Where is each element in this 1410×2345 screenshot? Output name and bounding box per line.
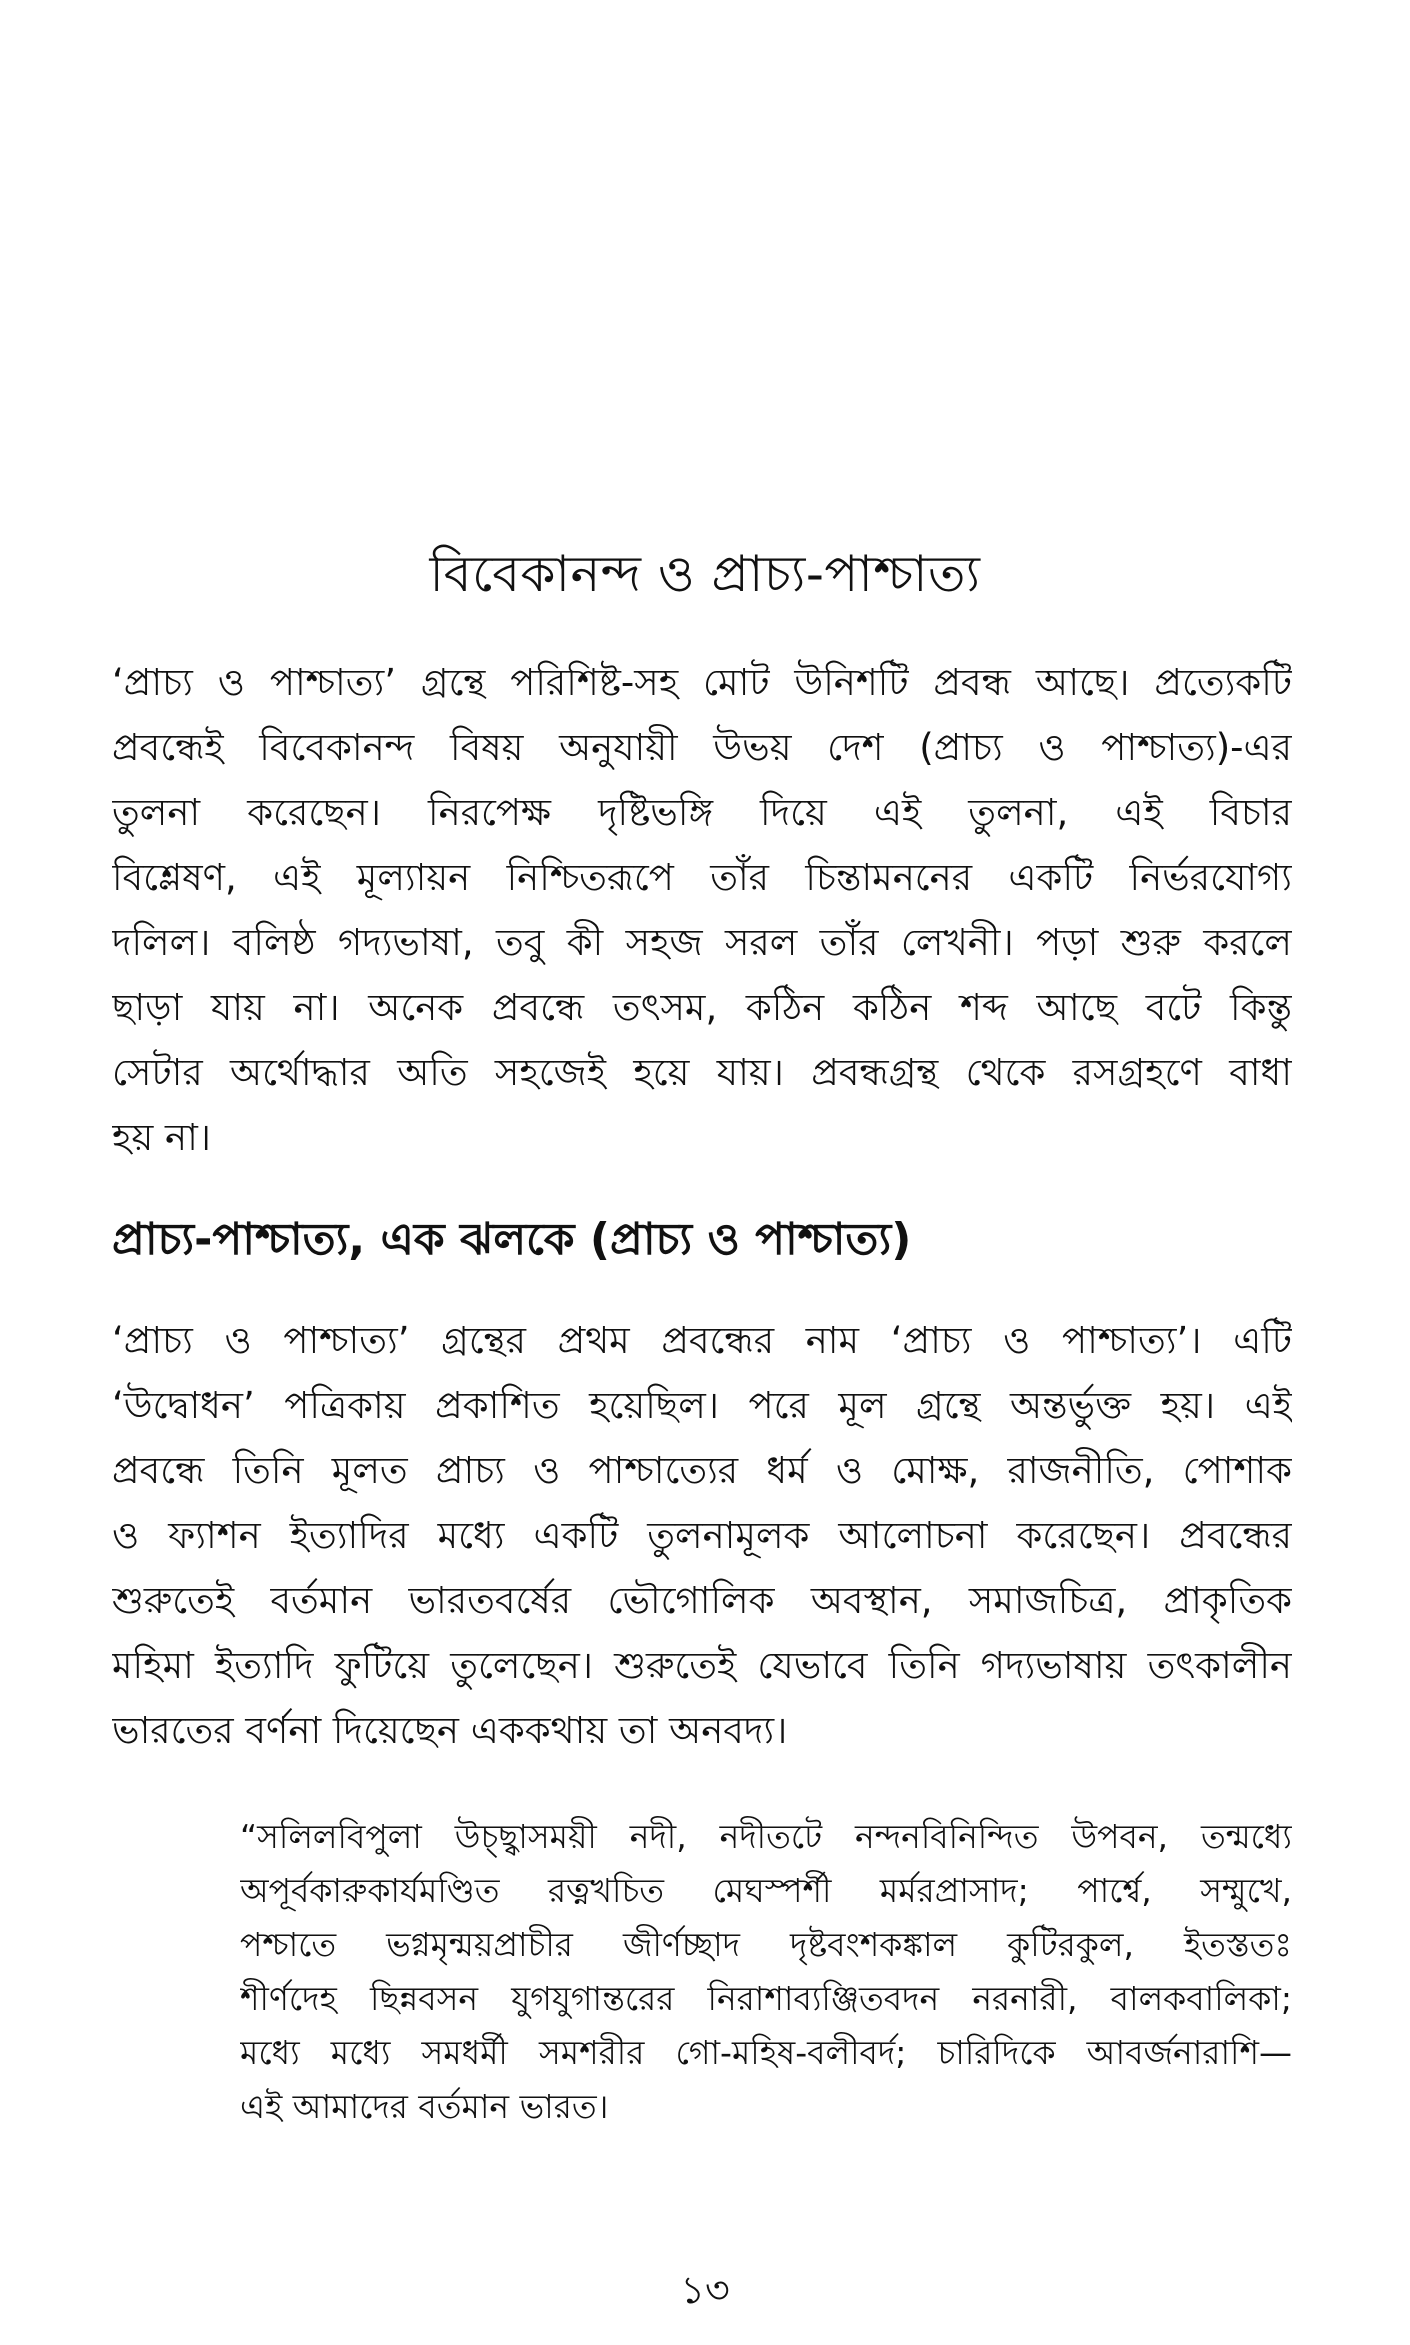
paragraph-line: হয় না। xyxy=(112,1116,212,1159)
paragraph-line: ‘উদ্বোধন’ পত্রিকায় প্রকাশিত হয়েছিল। পরে মূল গ্রন্থে অন্তর্ভুক্ত হয়। এই xyxy=(112,1384,1292,1427)
chapter-title: বিবেকানন্দ ও প্রাচ্য-পাশ্চাত্য xyxy=(429,544,981,603)
paragraph-line: ছাড়া যায় না। অনেক প্রবন্ধে তৎসম, কঠিন কঠিন শব্দ আছে বটে কিন্তু xyxy=(112,986,1292,1029)
paragraph-line: বিশ্লেষণ, এই মূল্যায়ন নিশ্চিতরূপে তাঁর চিন্তামননের একটি নির্ভরযোগ্য xyxy=(112,856,1292,899)
quote-line: পশ্চাতে ভগ্নমৃন্ময়প্রাচীর জীর্ণচ্ছাদ দৃষ্টবংশকঙ্কাল কুটিরকুল, ইতস্ততঃ xyxy=(240,1925,1292,1964)
quote-line: অপূর্বকারুকার্যমণ্ডিত রত্নখচিত মেঘস্পর্শী মর্মরপ্রাসাদ; পার্শ্বে, সম্মুখে, xyxy=(240,1871,1292,1910)
quote-line: মধ্যে মধ্যে সমধর্মী সমশরীর গো-মহিষ-বলীবর্দ; চারিদিকে আবর্জনারাশি— xyxy=(240,2033,1292,2072)
block-quote xyxy=(240,1810,1292,2134)
paragraph-line: শুরুতেই বর্তমান ভারতবর্ষের ভৌগোলিক অবস্থান, সমাজচিত্র, প্রাকৃতিক xyxy=(112,1579,1292,1622)
paragraph-line: মহিমা ইত্যাদি ফুটিয়ে তুলেছেন। শুরুতেই যেভাবে তিনি গদ্যভাষায় তৎকালীন xyxy=(112,1644,1292,1687)
paragraph-line: ‘প্রাচ্য ও পাশ্চাত্য’ গ্রন্থের প্রথম প্রবন্ধের নাম ‘প্রাচ্য ও পাশ্চাত্য’। এটি xyxy=(112,1319,1292,1362)
paragraph-line: ও ফ্যাশন ইত্যাদির মধ্যে একটি তুলনামূলক আলোচনা করেছেন। প্রবন্ধের xyxy=(112,1514,1292,1557)
quote-line: এই আমাদের বর্তমান ভারত। xyxy=(240,2087,609,2126)
paragraph-line: ভারতের বর্ণনা দিয়েছেন এককথায় তা অনবদ্য। xyxy=(112,1709,788,1752)
paragraph-line: সেটার অর্থোদ্ধার অতি সহজেই হয়ে যায়। প্রবন্ধগ্রন্থ থেকে রসগ্রহণে বাধা xyxy=(112,1051,1292,1094)
paragraph-line: প্রবন্ধে তিনি মূলত প্রাচ্য ও পাশ্চাত্যের ধর্ম ও মোক্ষ, রাজনীতি, পোশাক xyxy=(112,1449,1292,1492)
paragraph-line: ‘প্রাচ্য ও পাশ্চাত্য’ গ্রন্থে পরিশিষ্ট-সহ মোট উনিশটি প্রবন্ধ আছে। প্রত্যেকটি xyxy=(112,661,1292,704)
section-heading: প্রাচ্য-পাশ্চাত্য, এক ঝলকে (প্রাচ্য ও পাশ্চাত্য) xyxy=(112,1214,912,1265)
page-number: ১৩ xyxy=(680,2268,730,2312)
paragraph-line: দলিল। বলিষ্ঠ গদ্যভাষা, তবু কী সহজ সরল তাঁর লেখনী। পড়া শুরু করলে xyxy=(112,921,1292,964)
quote-line: শীর্ণদেহ ছিন্নবসন যুগযুগান্তরের নিরাশাব্যঞ্জিতবদন নরনারী, বালকবালিকা; xyxy=(240,1979,1292,2018)
section-paragraph xyxy=(112,1308,1292,1763)
intro-paragraph xyxy=(112,650,1292,1170)
paragraph-line: তুলনা করেছেন। নিরপেক্ষ দৃষ্টিভঙ্গি দিয়ে এই তুলনা, এই বিচার xyxy=(112,791,1292,834)
paragraph-line: প্রবন্ধেই বিবেকানন্দ বিষয় অনুযায়ী উভয় দেশ (প্রাচ্য ও পাশ্চাত্য)-এর xyxy=(112,726,1292,769)
quote-line: “সলিলবিপুলা উচ্ছ্বাসময়ী নদী, নদীতটে নন্দনবিনিন্দিত উপবন, তন্মধ্যে xyxy=(240,1817,1292,1856)
